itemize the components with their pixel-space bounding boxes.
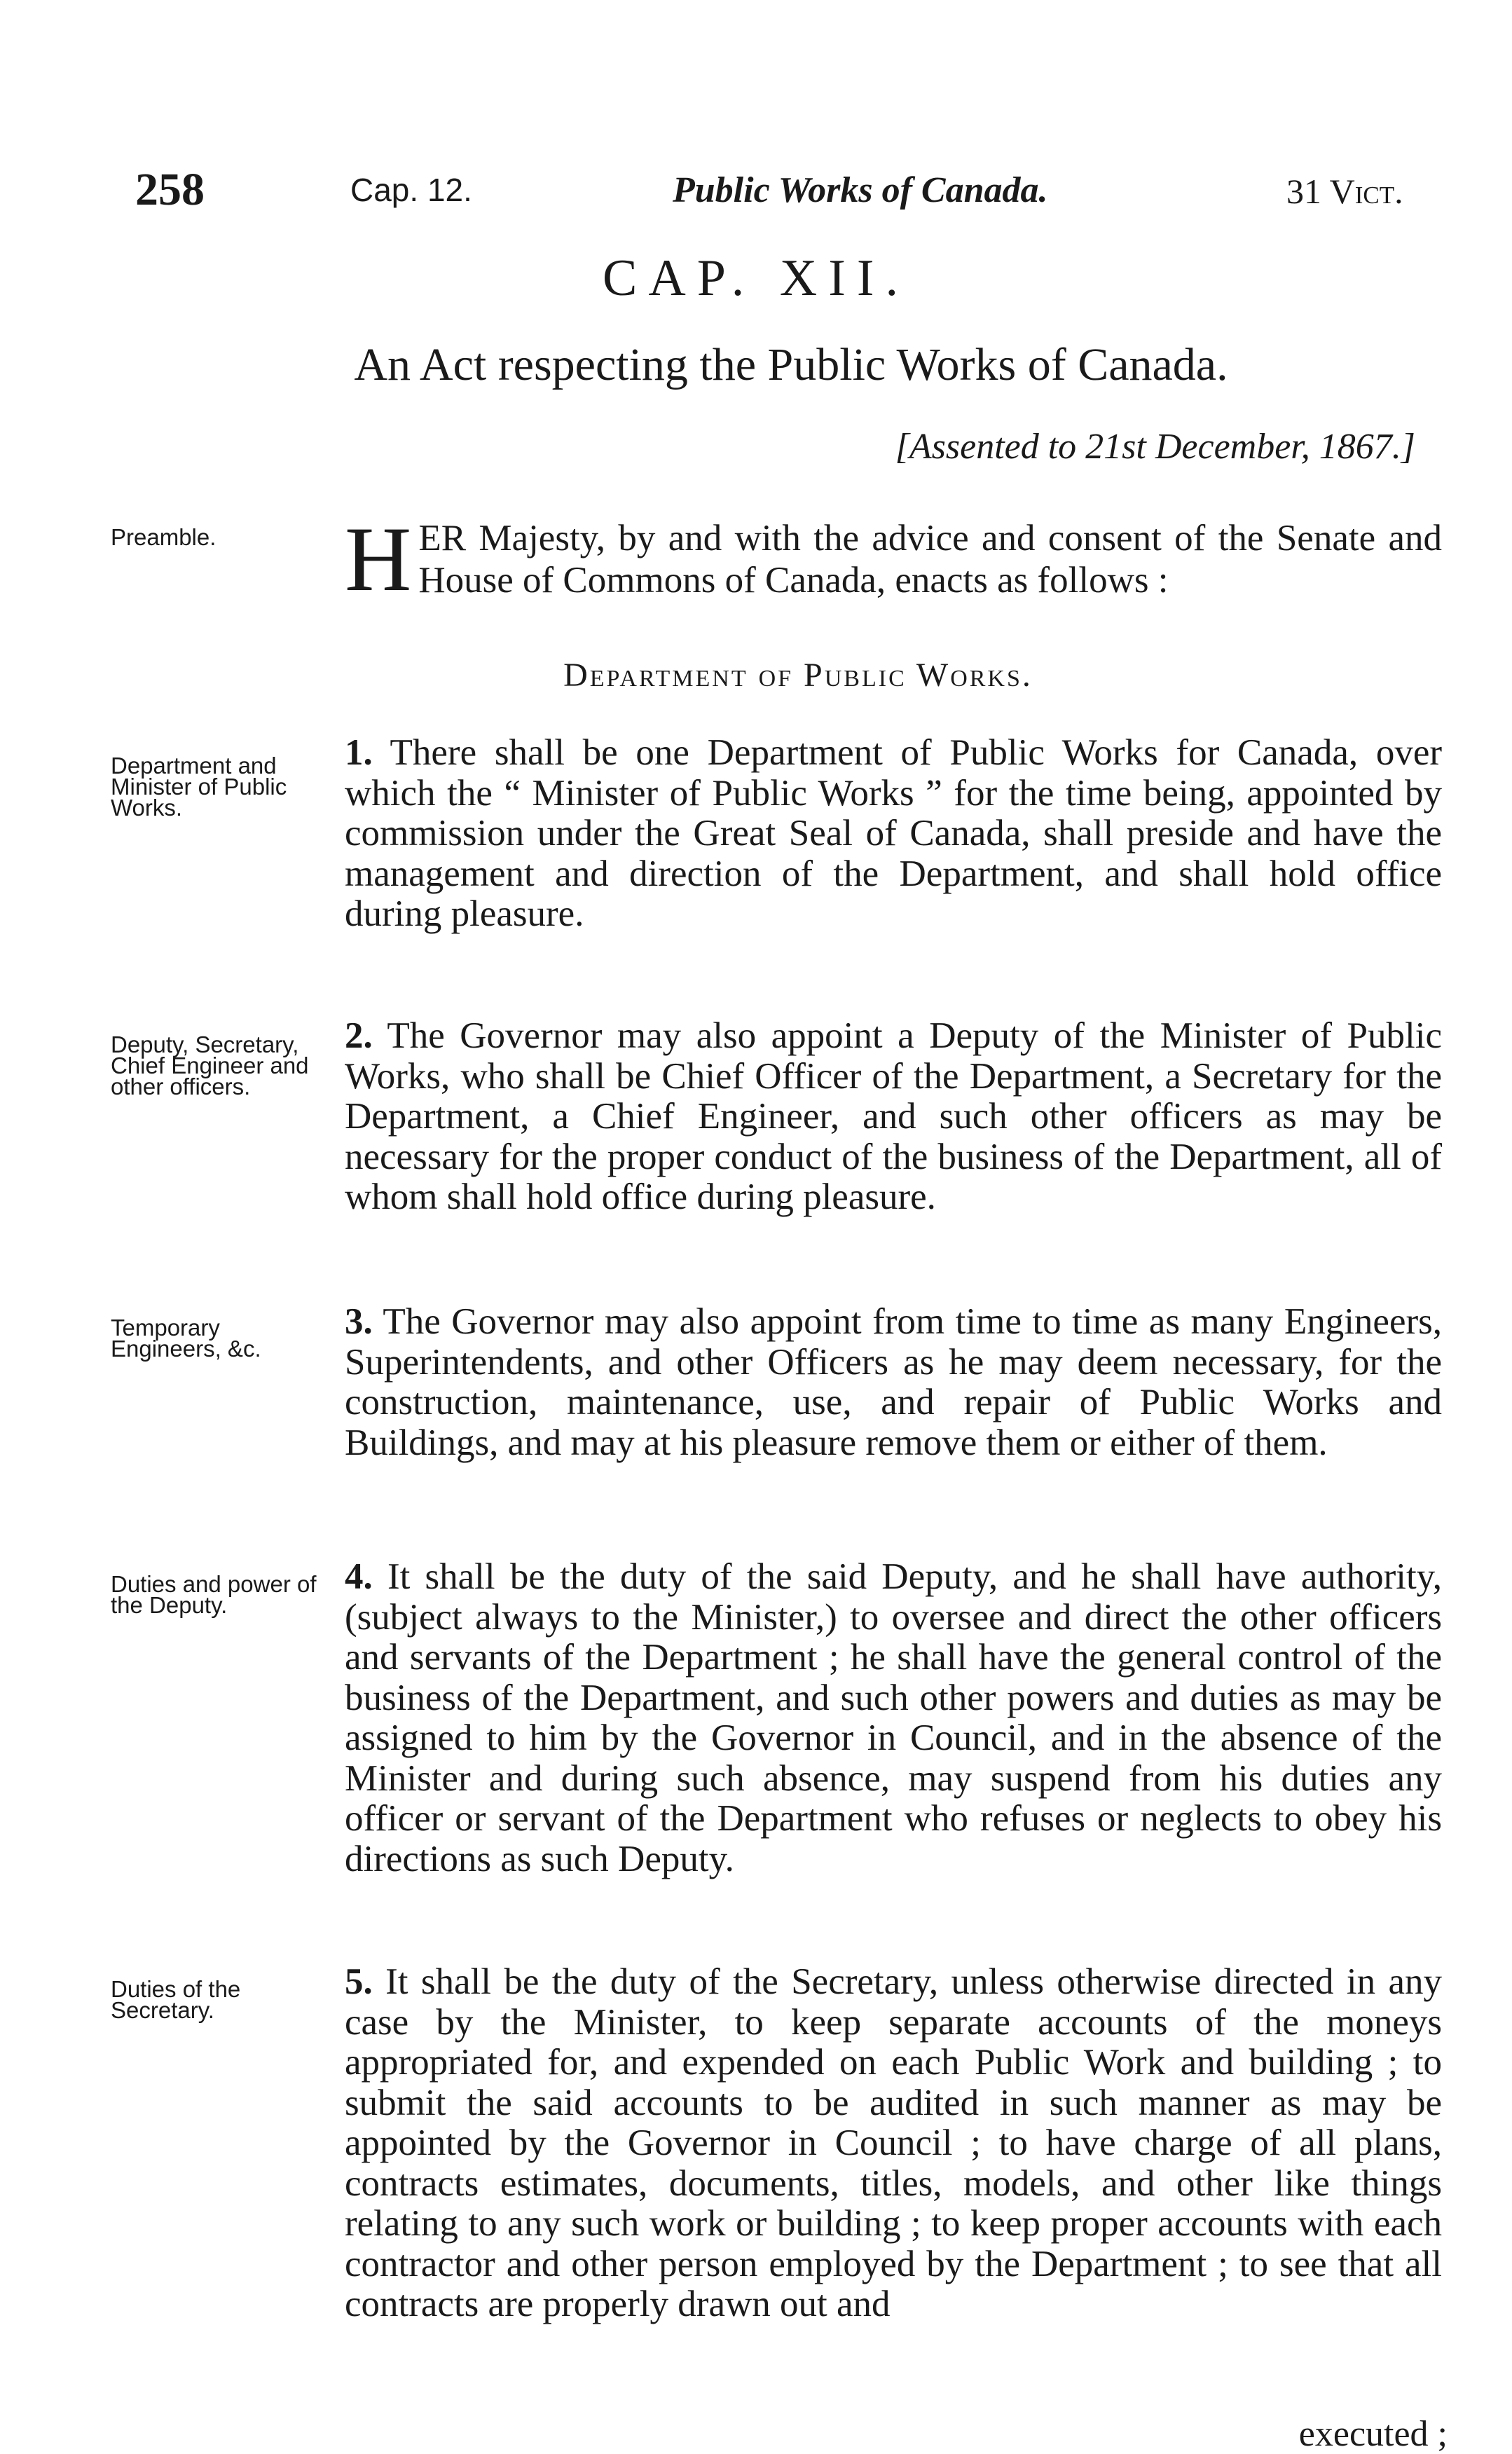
section-number: 3. — [345, 1301, 373, 1342]
section-2-paragraph — [345, 1016, 1442, 1218]
margin-note-section-2: Deputy, Secretary, Chief Engineer and other officers. — [111, 1031, 309, 1099]
preamble-text: ER Majesty, by and with the advice and consent of the Senate and House of Commons of Canada, enacts as follows : — [418, 518, 1442, 601]
margin-note-section-4: Duties and power of the Deputy. — [111, 1571, 317, 1618]
assent-date: [Assented to 21st December, 1867.] — [895, 427, 1415, 467]
section-number: 4. — [345, 1556, 373, 1597]
section-text: It shall be the duty of the said Deputy, and he shall have authority, (subject always to the Minister,) to oversee and direct the other officers and servants of the Department ; he shall have the general control of the business of the Department, and such other powers and duties as may be assigned to him by the Governor in Council, and in the absence of the Minister and during such absence, may suspend from his duties any officer or servant of the Department who refuses or neglects to obey his directions as such Deputy. — [345, 1556, 1442, 1879]
section-text: It shall be the duty of the Secretary, unless otherwise directed in any case by the Minister, to keep separate accounts of the moneys appropriated for, and expended on each Public Work and building ; to submit the said accounts to be audited in such manner as may be appointed by the Governor in Council ; to have charge of all plans, contracts estimates, documents, titles, models, and other like things relating to any such work or building ; to keep proper accounts with each contractor and other person employed by the Department ; to see that all contracts are properly drawn out and — [345, 1961, 1442, 2324]
running-header-title: Public Works of Canada. — [673, 170, 1048, 210]
margin-note-section-3: Temporary Engineers, &c. — [111, 1315, 261, 1362]
chapter-heading: CAP. XII. — [603, 249, 909, 307]
drop-cap: H — [345, 507, 412, 610]
running-header-regnal-year: 31 Vict. — [1286, 172, 1403, 211]
catchword: executed ; — [1298, 2414, 1448, 2454]
section-number: 1. — [345, 732, 373, 773]
margin-note-preamble: Preamble. — [111, 524, 217, 550]
margin-note-section-5: Duties of the Secretary. — [111, 1976, 241, 2023]
section-number: 2. — [345, 1015, 373, 1056]
section-number: 5. — [345, 1961, 373, 2002]
preamble-paragraph — [345, 507, 1442, 610]
department-heading: Department of Public Works. — [563, 657, 1033, 694]
act-title: An Act respecting the Public Works of Canada. — [354, 339, 1228, 390]
section-text: The Governor may also appoint a Deputy of the Minister of Public Works, who shall be Chief Officer of the Department, a Secretary for the Department, a Chief Engineer, and such other officers as may be necessary for the proper conduct of the business of the Department, all of whom shall hold office during pleasure. — [345, 1015, 1442, 1217]
section-3-paragraph — [345, 1302, 1442, 1463]
section-text: The Governor may also appoint from time to time as many Engineers, Superintendents, and other Officers as he may deem necessary, for the construction, maintenance, use, and repair of Public Works and Buildings, and may at his pleasure remove them or either of them. — [345, 1301, 1442, 1463]
margin-note-section-1: Department and Minister of Public Works. — [111, 753, 287, 821]
section-5-paragraph — [345, 1962, 1442, 2325]
section-4-paragraph — [345, 1557, 1442, 1879]
page-number: 258 — [135, 164, 205, 215]
running-header-chapter: Cap. 12. — [350, 172, 472, 208]
section-text: There shall be one Department of Public Works for Canada, over which the “ Minister of Public Works ” for the time being, appointed by commission under the Great Seal of Canada, shall preside and have the management and direction of the Department, and shall hold office during pleasure. — [345, 732, 1443, 934]
section-1-paragraph — [345, 733, 1442, 935]
